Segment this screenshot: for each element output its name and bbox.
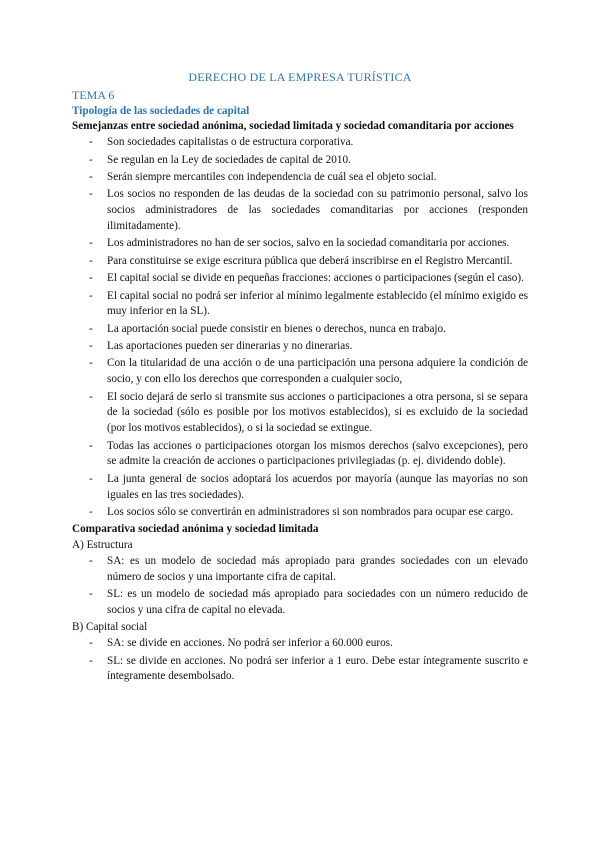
list-item-text: Para constituirse se exige escritura pública que deberá inscribirse en el Registro Mercantil. [107,254,513,267]
list-item [72,390,528,437]
dash-bullet: - [89,237,93,250]
list-item [72,153,528,169]
list-item [72,439,528,471]
list-item-text: La aportación social puede consistir en bienes o derechos, nunca en trabajo. [107,322,446,335]
list-item-text: Se regulan en la Ley de sociedades de capital de 2010. [107,153,351,166]
section1-heading: Semejanzas entre sociedad anónima, sociedad limitada y sociedad comanditaria por acciones [72,120,514,133]
section1-list [72,135,528,521]
list-item-text: Las aportaciones pueden ser dinerarias y no dinerarias. [107,340,353,353]
list-item-text: El capital social se divide en pequeñas fracciones: acciones o participaciones (según el caso). [107,272,524,285]
list-item [72,187,528,234]
list-item-text: Los administradores no han de ser socios, salvo en la sociedad comanditaria por acciones. [107,237,510,250]
list-item [72,636,528,652]
structure-list [72,554,528,619]
list-item-text: Con la titularidad de una acción o de una participación una persona adquiere la condición de socio, y con ello los derechos que corresponden a cualquier socio, [107,357,528,386]
dash-bullet: - [89,254,93,267]
list-item [72,322,528,338]
dash-bullet: - [89,506,93,519]
list-item [72,472,528,504]
structure-label: A) Estructura [72,539,133,552]
dash-bullet: - [89,588,93,601]
list-item [72,339,528,355]
list-item-text: Serán siempre mercantiles con independencia de cuál sea el objeto social. [107,170,437,183]
list-item-text: SL: es un modelo de sociedad más apropiado para sociedades con un número reducido de socios y una cifra de capital no elevada. [107,588,528,616]
list-item-text: Los socios sólo se convertirán en administradores si son nombrados para ocupar ese cargo. [107,506,514,519]
document-title: DERECHO DE LA EMPRESA TURÍSTICA [188,70,412,84]
capital-list [72,636,528,685]
document-page [72,70,528,687]
dash-bullet: - [89,340,93,353]
dash-bullet: - [89,272,93,285]
list-item [72,254,528,270]
list-item [72,170,528,186]
dash-bullet: - [89,136,93,149]
dash-bullet: - [89,357,93,370]
list-item [72,505,528,521]
list-item-text: SA: se divide en acciones. No podrá ser inferior a 60.000 euros. [107,637,393,650]
list-item-text: El socio dejará de serlo si transmite sus acciones o participaciones a otra persona, si se separa de la sociedad (sólo es posible por los motivos establecidos), si es excluido de la sociedad (por los motivos establecidos), o si la sociedad se extingue. [107,390,528,435]
list-item-text: La junta general de socios adoptará los acuerdos por mayoría (aunque las mayorías no son iguales en las tres sociedades). [107,472,528,501]
list-item [72,289,528,321]
dash-bullet: - [89,390,93,403]
list-item [72,554,528,586]
list-item [72,654,528,686]
list-item [72,236,528,252]
list-item [72,271,528,287]
dash-bullet: - [89,153,93,166]
list-item [72,356,528,388]
dash-bullet: - [89,289,93,302]
dash-bullet: - [89,170,93,183]
list-item-text: El capital social no podrá ser inferior al mínimo legalmente establecido (el mínimo exigido es muy inferior en la SL). [107,289,528,318]
dash-bullet: - [89,439,93,452]
dash-bullet: - [89,188,93,201]
subtitle-heading: Tipología de las sociedades de capital [72,104,250,117]
list-item-text: Son sociedades capitalistas o de estructura corporativa. [107,136,354,149]
dash-bullet: - [89,472,93,485]
list-item-text: Todas las acciones o participaciones otorgan los mismos derechos (salvo excepciones), pero se admite la creación de acciones o participaciones privilegiadas (p. ej. dividendo doble). [107,439,528,468]
list-item-text: SA: es un modelo de sociedad más apropiado para grandes sociedades con un elevado número de socios y una importante cifra de capital. [107,555,528,583]
list-item-text: Los socios no responden de las deudas de la sociedad con su patrimonio personal, salvo los socios administradores de las sociedades comanditarias por acciones (responden ilimitadamente). [107,188,528,232]
list-item [72,135,528,151]
dash-bullet: - [89,654,93,667]
tema-heading: TEMA 6 [72,87,115,102]
list-item-text: SL: se divide en acciones. No podrá ser inferior a 1 euro. Debe estar íntegramente suscrito e íntegramente desembolsado. [107,654,528,683]
dash-bullet: - [89,637,93,650]
dash-bullet: - [89,322,93,335]
list-item [72,587,528,619]
capital-label: B) Capital social [72,621,148,634]
dash-bullet: - [89,555,93,568]
section2-heading: Comparativa sociedad anónima y sociedad limitada [72,523,319,536]
